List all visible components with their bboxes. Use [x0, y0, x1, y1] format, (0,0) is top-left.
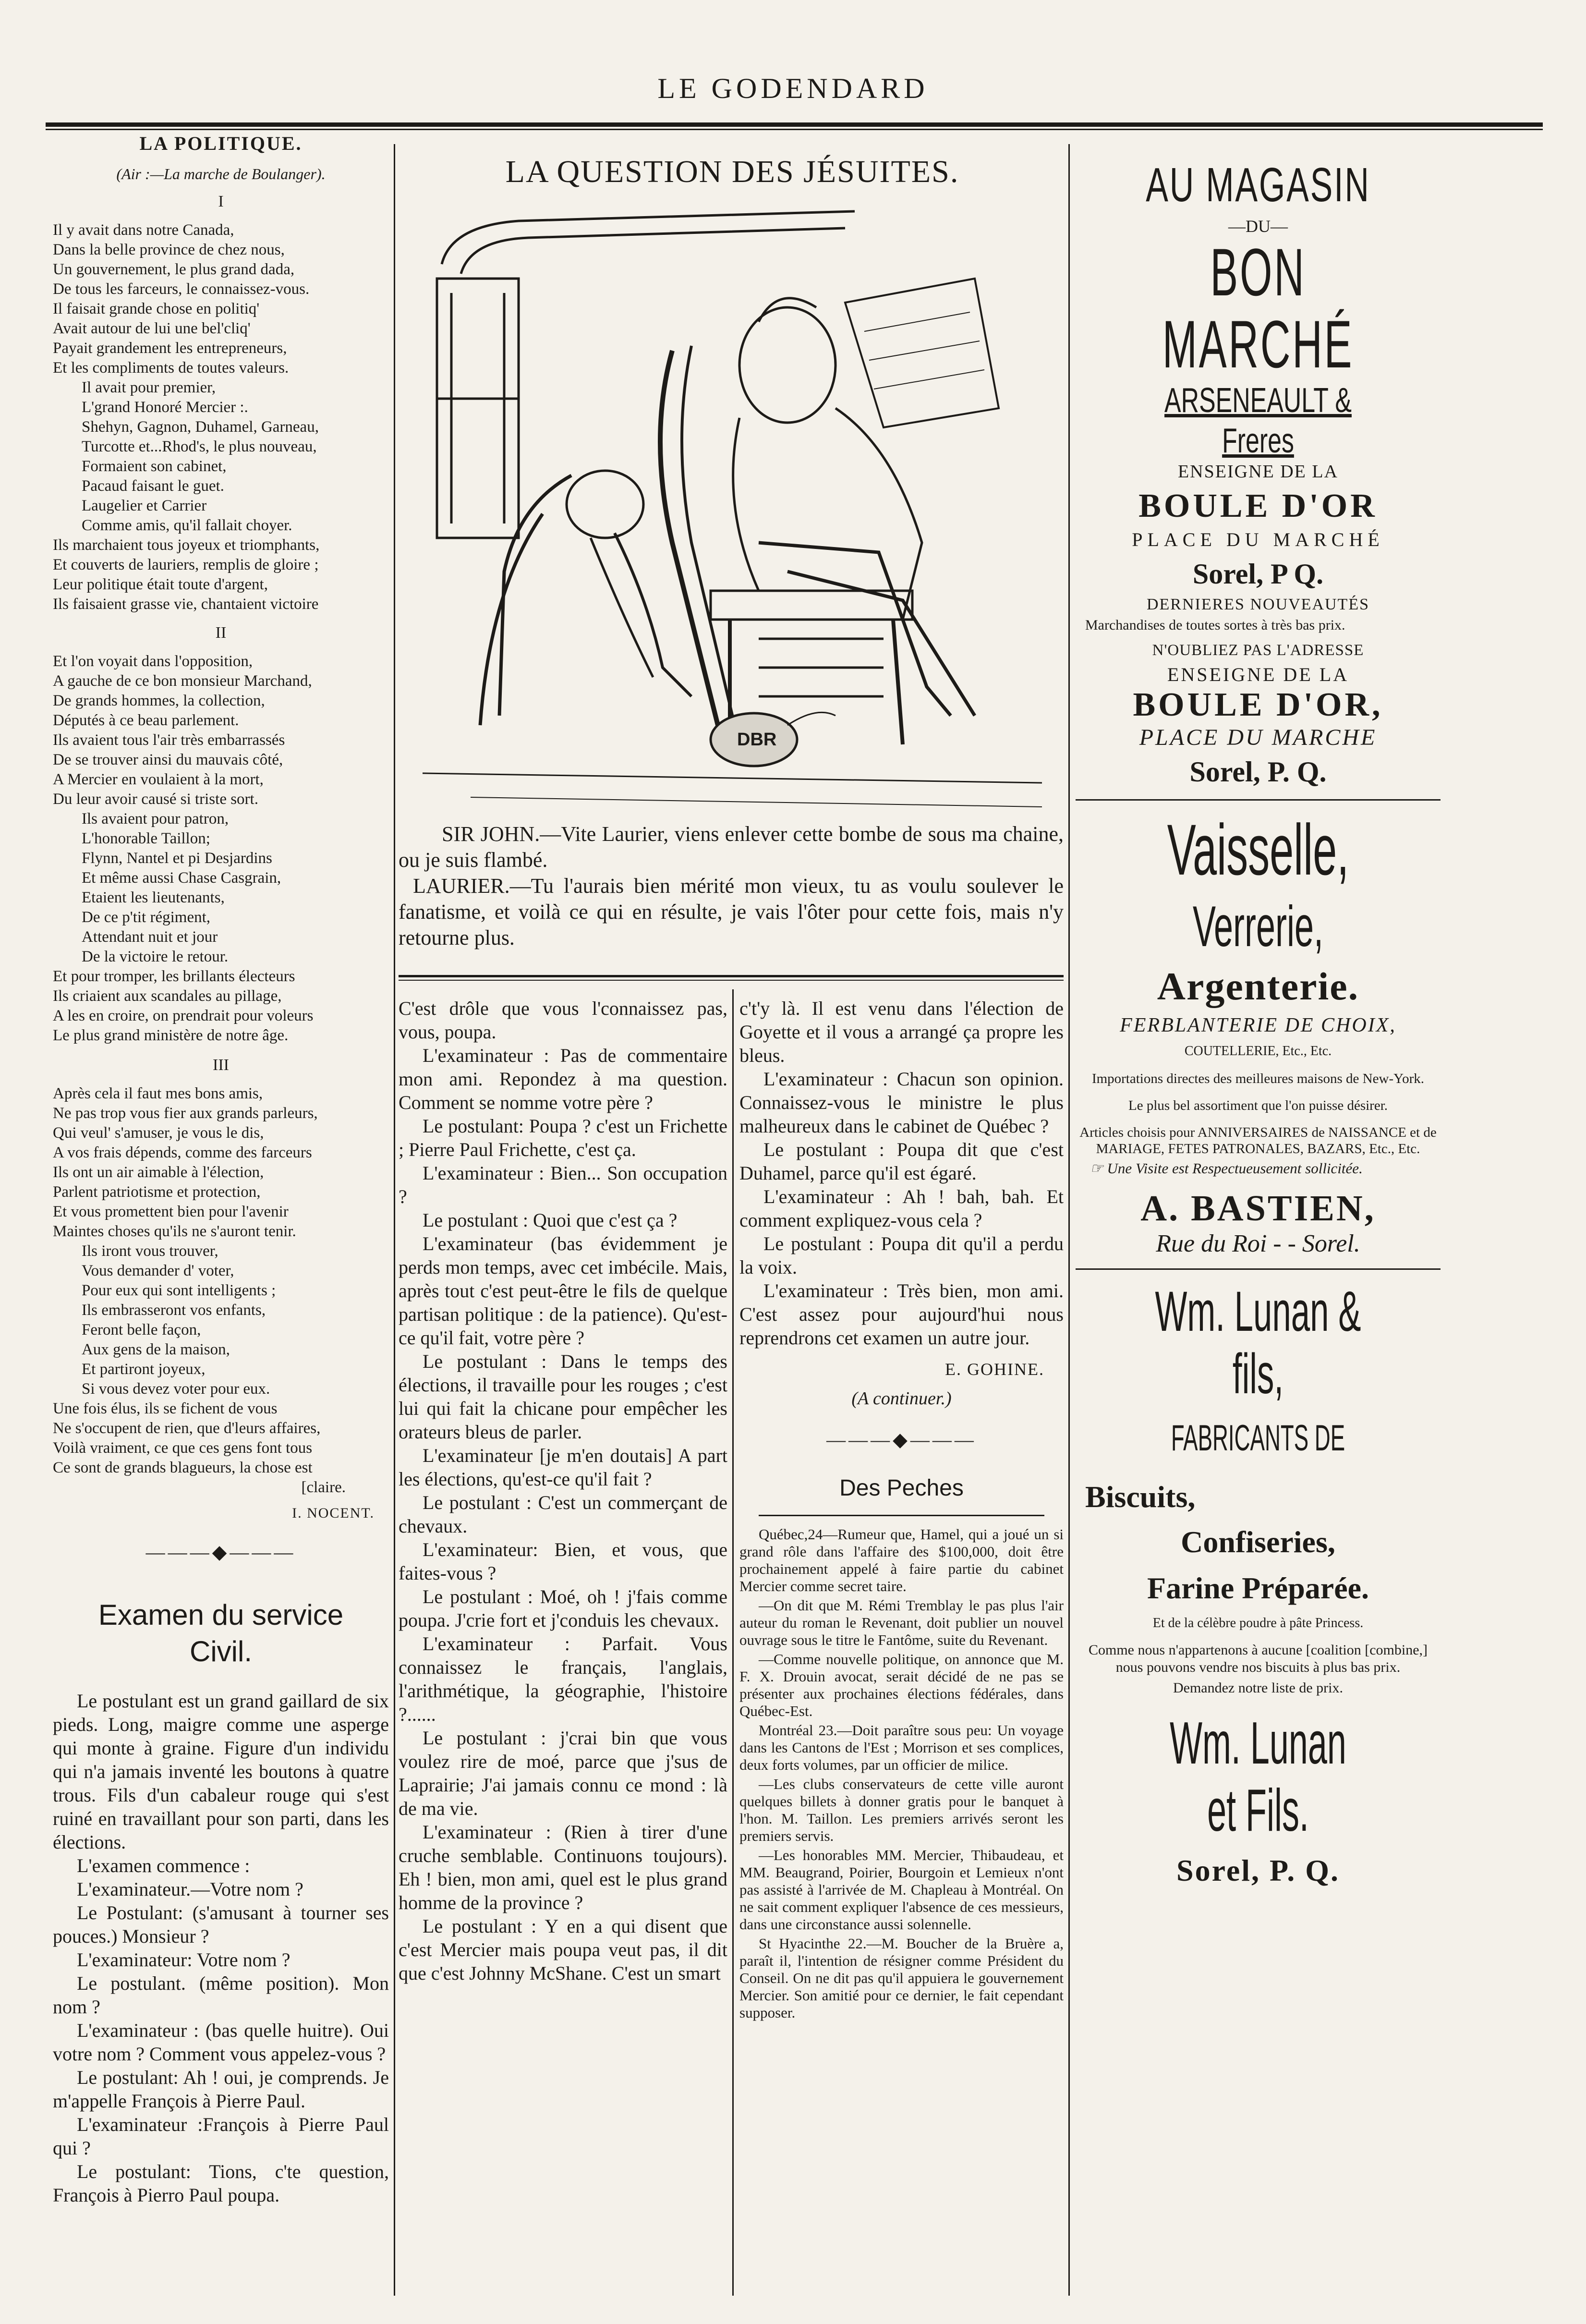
separator: ———◆——— — [145, 1541, 296, 1563]
ad-sorel-1: Sorel, P Q. — [1192, 558, 1324, 590]
politique-signature: I. NOCENT. — [292, 1505, 375, 1521]
ad-assortiment: Le plus bel assortiment que l'on puisse désirer. — [1128, 1098, 1388, 1113]
ad-rule-1 — [1076, 799, 1441, 801]
column-rule-1 — [394, 144, 395, 2296]
ad-demandez: Demandez notre liste de prix. — [1173, 1680, 1344, 1696]
ad-confiseries: Confiseries, — [1181, 1525, 1335, 1559]
ad-importations: Importations directes des meilleures maisons de New-York. — [1091, 1071, 1425, 1086]
dialogue-mid-column: C'est drôle que vous l'connaissez pas, vous, poupa. L'examinateur : Pas de commentaire mon ami. Repondez à ma question. Comment se nomme votre père ? Le postulant: Poupa ? c'est un Frichette ; Pierre Paul Frichette, c'est ça. L'examinateur : Bien... Son occupation ? Le postulant : Quoi que c'est ça ? L'examinateur (bas évidemment je perds mon temps, avec cet imbécile. Mais, après tout c'est peut-être le fils de quelque partisan politique : de la patience). Qu'est-ce qu'il fait, votre père ? Le postulant : Dans le temps des élections, il travaille pour les rouges ; c'est lui qui fait la chicane pour empêcher les orateurs bleus de parler. L'examinateur [je m'en doutais] A part les élections, qu'est-ce qu'il fait ? Le postulant : C'est un commerçant de chevaux. L'examinateur: Bien, et vous, que faites-vous ? Le postulant : Moé, oh ! j'fais comme poupa. J'crie fort et j'conduis les chevaux. L'examinateur : Parfait. Vous connaissez le français, l'anglais, l'arithmétique, la géographie, l'histoire ?...... Le postulant : j'crai bin que vous voulez rire de moé, parce que j'sus de Laprairie; J'ai jamais connu ce mond : là de ma vie. L'examinateur : (Rien à tirer d'une cruche semblable. Continuons toujours). Eh ! bien, mon ami, quel est le plus grand homme de la province ? Le postulant : Y en a qui disent que c'est Mercier mais poupa veut pas, il dit que c'est Johnny McShane. C'est un smart — [399, 998, 727, 1984]
stanza-2: Et l'on voyait dans l'opposition, A gauche de ce bon monsieur Marchand, De grands hommes, la collection, Députés à ce beau parlement. Ils avaient tous l'air très embarrassés De se trouver ainsi du mauvais côté, A Mercier en voulaient à la mort, Du leur avoir causé si triste sort. Ils avaient pour patron, L'honorable Taillon; Flynn, Nantel et pi Desjardins Et même aussi Chase Casgrain, Etaient les lieutenants, De ce p'tit régiment, Attendant nuit et jour De la victoire le retour. Et pour tromper, les brillants électeurs Ils criaient aux scandales au pillage, A les en croire, on prendrait pour voleurs Le plus grand ministère de notre âge. — [53, 653, 314, 1044]
ad-dernieres: DERNIERES NOUVEAUTÉS — [1146, 596, 1370, 613]
politique-num3: III — [213, 1056, 229, 1074]
ad-sorel-3: Sorel, P. Q. — [1176, 1853, 1340, 1887]
ad-sorel-2: Sorel, P. Q. — [1189, 756, 1327, 788]
ad-ferblanterie: FERBLANTERIE DE CHOIX, — [1120, 1014, 1396, 1036]
ad-enseigne-2: ENSEIGNE DE LA — [1167, 664, 1349, 685]
ad-boule-dor-2: BOULE D'OR, — [1133, 686, 1383, 723]
ad-articles: Articles choisis pour ANNIVERSAIRES de NAISSANCE et de MARIAGE, FETES PATRONALES, BAZARS, Etc., Etc. — [1079, 1125, 1437, 1156]
peches-body: Québec,24—Rumeur que, Hamel, qui a joué un si grand rôle dans l'affaire des $100,000, doit être prochainement appelé à faire partie du cabinet Mercier comme secret taire. —On dit que M. Rémi Tremblay le pas plus l'air auteur du roman le Revenant, doit publier un nouvel ouvrage sous le titre le Fantôme, suite du Revenant. —Comme nouvelle politique, on annonce que M. F. X. Drouin avocat, serait décidé de ne pas se présenter aux prochaines élections fédérales, dans Québec-Est. Montréal 23.—Doit paraître sous peu: Un voyage dans les Cantons de l'Est ; Morrison et ses complices, deux forts volumes, par un officier de milice. —Les clubs conservateurs de cette ville auront quelques billets à donner gratis pour le banquet à l'hon. M. Taillon. Les premiers arrivés seront les premiers servis. —Les honorables MM. Mercier, Thibaudeau, et MM. Beaugrand, Poirier, Bourgoin et Lemieux n'ont pas assisté à l'arrivée de M. Chapleau à Montréal. On ne sait comment expliquer l'absence de ces messieurs, dans une circonstance aussi solennelle. St Hyacinthe 22.—M. Boucher de la Bruère a, paraît il, l'intention de résigner comme Président du Conseil. On ne dit pas qu'il appuiera le gouvernement Mercier. Son amitié pour ce dernier, le fait cependant supposer. — [739, 1526, 1064, 2021]
dialogue-signature: E. GOHINE. — [945, 1360, 1044, 1379]
politique-num1: I — [218, 193, 224, 210]
ad-vaisselle: Vaisselle, — [1167, 809, 1349, 890]
cartoon-caption: SIR JOHN.—Vite Laurier, viens enlever cette bombe de sous ma chaine, ou je suis flambé. LAURIER.—Tu l'aurais bien mérité mon vieux, tu as voulu soulever le fanatisme, et voilà ce qui en résulte, je vais l'ôter pour cette fois, mais n'y retourne plus. — [399, 822, 1064, 949]
examen-body: Le postulant est un grand gaillard de six pieds. Long, maigre comme une asperge qui monte à graine. Figure d'un individu qui n'a jamais inventé les boutons à quatre trous. Fils d'un cabaleur rouge qui s'est ruiné en travaillant pour son parti, dans les élections. L'examen commence : L'examinateur.—Votre nom ? Le Postulant: (s'amusant à tourner ses pouces.) Monsieur ? L'examinateur: Votre nom ? Le postulant. (même position). Mon nom ? L'examinateur : (bas quelle huitre). Oui votre nom ? Comment vous appelez-vous ? Le postulant: Ah ! oui, je comprends. Je m'appelle François à Pierre Paul. L'examinateur :François à Pierre Paul qui ? Le postulant: Tions, c'te question, François à Pierro Paul poupa. — [53, 1690, 389, 2206]
section-rule — [399, 975, 1064, 981]
ad-farine: Farine Préparée. — [1147, 1571, 1369, 1605]
ad-bastien: A. BASTIEN, — [1140, 1188, 1376, 1229]
politique-num2: II — [215, 624, 227, 642]
stanza-1: Il y avait dans notre Canada, Dans la belle province de chez nous, Un gouvernement, le plus grand dada, De tous les farceurs, le connaissez-vous. Il faisait grande chose en politiq' Avait autour de lui une bel'cliq' Payait grandement les entrepreneurs, Et les compliments de toutes valeurs. Il avait pour premier, L'grand Honoré Mercier :. Shehyn, Gagnon, Duhamel, Garneau, Turcotte et...Rhod's, le plus nouveau, Formaient son cabinet, Pacaud faisant le guet. Laugelier et Carrier Comme amis, qu'il fallait choyer. Ils marchaient tous joyeux et triomphants, Et couverts de lauriers, remplis de gloire ; Leur politique était toute d'argent, Ils faisaient grasse vie, chantaient victoire — [53, 221, 320, 613]
column-rule-3 — [1068, 144, 1070, 2296]
bomb-label: DBR — [737, 730, 777, 750]
ad-argenterie: Argenterie. — [1157, 964, 1359, 1008]
ad-biscuits: Biscuits, — [1085, 1480, 1196, 1514]
ad-poudre: Et de la célèbre poudre à pâte Princess. — [1152, 1616, 1364, 1630]
cartoon-illustration — [423, 207, 1042, 816]
ad-coutellerie: COUTELLERIE, Etc., Etc. — [1184, 1044, 1332, 1059]
jesuites-title: LA QUESTION DES JÉSUITES. — [505, 154, 959, 189]
ad-au-magasin: AU MAGASIN — [1146, 158, 1370, 212]
pointing-hand-icon: ☞ — [1090, 1160, 1107, 1177]
ad-rule-2 — [1076, 1268, 1441, 1270]
peches-title: Des Peches — [839, 1475, 964, 1501]
ad-noubliez: N'OUBLIEZ PAS L'ADRESSE — [1152, 642, 1364, 659]
ad-fabricants: FABRICANTS DE — [1171, 1418, 1345, 1459]
ad-lunan-2: Wm. Lunan et Fils. — [1170, 1710, 1346, 1844]
examen-title: Examen du service Civil. — [98, 1599, 344, 1667]
dialogue-right-column — [739, 997, 1064, 2023]
ad-rue-du-roi: Rue du Roi - - Sorel. — [1156, 1230, 1360, 1257]
politique-column — [53, 132, 389, 2207]
separator: ———◆——— — [826, 1429, 977, 1450]
top-rule — [46, 122, 1543, 130]
ad-du: —DU— — [1228, 217, 1288, 236]
ad-place-2: PLACE DU MARCHE — [1139, 725, 1377, 750]
ad-place-1: PLACE DU MARCHÉ — [1132, 529, 1384, 550]
ad-boule-dor-1: BOULE D'OR — [1138, 487, 1378, 524]
ad-verrerie: Verrerie, — [1192, 894, 1324, 959]
column-rule-2 — [732, 989, 734, 2296]
advertisements-column — [1076, 158, 1441, 1888]
ad-lunan-1: Wm. Lunan & fils, — [1155, 1280, 1361, 1406]
politique-title: LA POLITIQUE. — [139, 133, 303, 154]
ad-bon-marche: BON MARCHÉ — [1162, 234, 1354, 382]
ad-enseigne-1: ENSEIGNE DE LA — [1177, 462, 1339, 482]
dialogue-continuer: (A continuer.) — [851, 1388, 952, 1409]
ad-visite: ☞ Une Visite est Respectueusement sollicitée. — [1090, 1160, 1363, 1177]
politique-air: (Air :—La marche de Boulanger). — [116, 165, 326, 183]
ad-marchandises: Marchandises de toutes sortes à très bas prix. — [1085, 617, 1345, 633]
dialogue-right: c't'y là. Il est venu dans l'élection de Goyette et il vous a arrangé ça propre les bleus. L'examinateur : Chacun son opinion. Connaissez-vous le ministre le plus malheureux dans le cabinet de Québec ? Le postulant : Poupa dit que c'est Duhamel, parce qu'il est égaré. L'examinateur : Ah ! bah, bah. Et comment expliquez-vous cela ? Le postulant : Poupa dit qu'il a perdu la voix. L'examinateur : Très bien, mon ami. C'est assez pour aujourd'hui nous reprendrons cet examen un autre jour. — [739, 998, 1064, 1349]
stanza-3: Après cela il faut mes bons amis, Ne pas trop vous fier aux grands parleurs, Qui veul' s'amuser, je vous le dis, A vos frais dépends, comme des farceurs Ils ont un air aimable à l'élection, Parlent patriotisme et protection, Et vous promettent bien pour l'avenir Maintes choses qu'ils ne s'auront tenir. Ils iront vous trouver, Vous demander d' voter, Pour eux qui sont intelligents ; Ils embrasseront vos enfants, Feront belle façon, Aux gens de la maison, Et partiront joyeux, Si vous devez voter pour eux. Une fois élus, ils se fichent de vous Ne s'occupent de rien, que d'leurs affaires, Voilà vraiment, ce que ces gens font tous Ce sont de grands blagueurs, la chose est [claire. — [53, 1085, 346, 1496]
jesuites-section — [401, 154, 1064, 190]
ad-comme-nous: Comme nous n'appartenons à aucune [coalition [combine,] nous pouvons vendre nos biscuits à plus bas prix. — [1088, 1642, 1428, 1675]
peches-rule — [759, 1515, 1044, 1516]
masthead: LE GODENDARD — [657, 73, 929, 104]
ad-arseneault: ARSENEAULT & Freres — [1164, 381, 1352, 460]
